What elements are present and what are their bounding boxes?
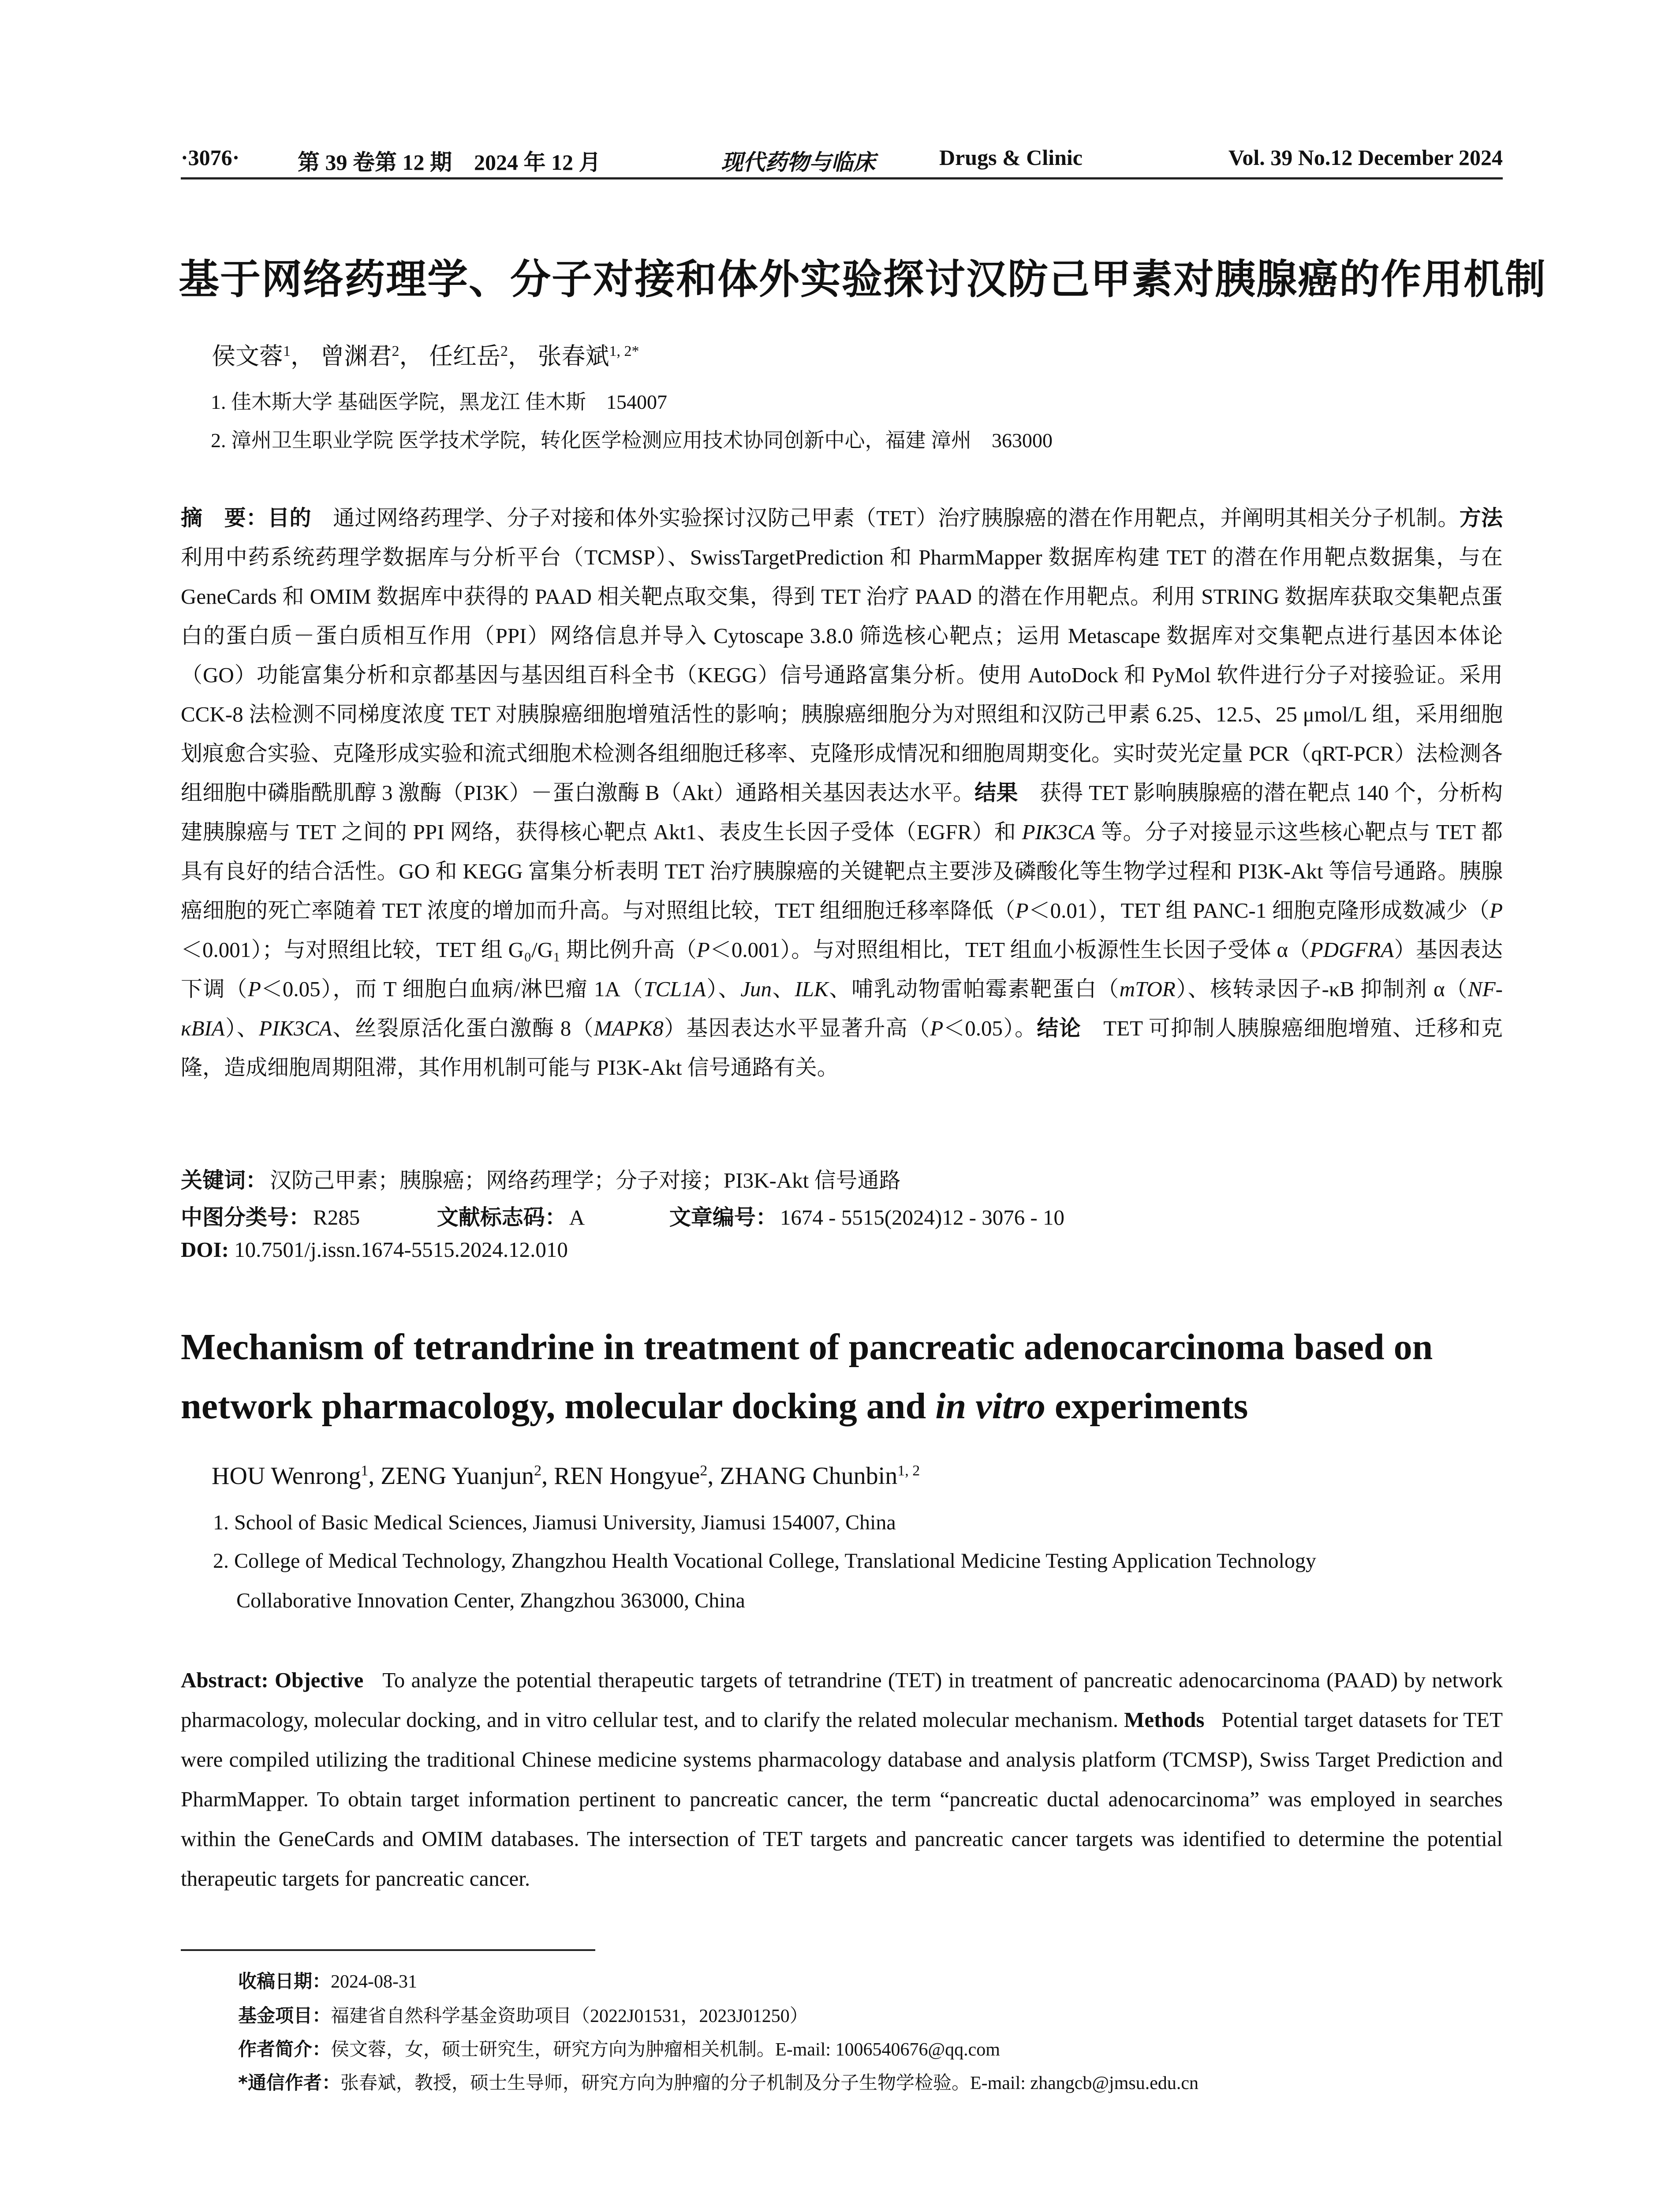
results-text: ）、核转录因子-κB 抑制剂 α（ [1175,977,1468,1001]
keywords-label: 关键词： [181,1168,268,1193]
issue-cn: 第 39 卷第 12 期 2024 年 12 月 [298,150,601,175]
gene-italic: MAPK8 [594,1016,664,1040]
title-en-italic: in vitro [935,1386,1045,1427]
footnote-label: 作者简介： [238,2038,331,2060]
affiliation-cn-2: 2. 漳州卫生职业学院 医学技术学院，转化医学检测应用技术协同创新中心，福建 漳州 363000 [211,429,1053,452]
doi-line [181,1237,568,1262]
gene-italic: PDGFRA [1310,938,1394,962]
gene-italic: PIK3CA [1022,820,1095,844]
title-en-part: network pharmacology, molecular docking and [181,1386,936,1427]
keywords-text: 汉防己甲素；胰腺癌；网络药理学；分子对接；PI3K-Akt 信号通路 [270,1168,901,1192]
affiliation-cn-1: 1. 佳木斯大学 基础医学院，黑龙江 佳木斯 154007 [211,391,667,413]
footnote-label: 收稿日期： [238,1970,331,1992]
clc-value: R285 [313,1205,360,1230]
footnote-text: 福建省自然科学基金资助项目（2022J01531，2023J01250） [331,2006,808,2026]
footnote-corresponding [238,2068,1198,2095]
authors-cn: 侯文蓉$^1$， 曾渊君$^2$， 任红岳$^2$， 张春斌$^{1, 2*}$ [212,343,639,370]
author-sup: 2 [392,343,399,359]
author-name: ZHANG Chunbin [720,1462,898,1490]
author-name: 任红岳 [429,343,500,370]
article-number-value: 1674 - 5515(2024)12 - 3076 - 10 [780,1205,1065,1230]
gene-italic: NF-κBIA [181,977,1503,1040]
doi-value: 10.7501/j.issn.1674-5515.2024.12.010 [234,1237,568,1262]
abstract-en-methods-label: Methods [1124,1708,1205,1732]
results-label: 结果 [974,780,1018,805]
results-text: ）、 [224,1016,259,1040]
running-header [181,142,1503,179]
footnote-label: *通信作者： [238,2072,340,2093]
p-value-italic: P [930,1016,944,1040]
methods-text: 利用中药系统药理学数据库与分析平台（TCMSP）、SwissTargetPrediction 和 PharmMapper 数据库构建 TET 的潜在作用靶点数据集，与在 GeneCards 和 OMIM 数据库中获得的 PAAD 相关靶点取交集，得到 TET 治疗 PAAD 的潜在作用靶点。利用 STRING 数据库获取交集靶点蛋白的蛋白质－蛋白质相互作用（PPI）网络信息并导入 Cytoscape 3.8.0 筛选核心靶点；运用 Metascape 数据库对交集靶点进行基因本体论（GO）功能富集分析和京都基因与基因组百科全书（KEGG）信号通路富集分析。使用 AutoDock 和 PyMol 软件进行分子对接验证。采用 CCK-8 法检测不同梯度浓度 TET 对胰腺癌细胞增殖活性的影响；胰腺癌细胞分为对照组和汉防己甲素 6.25、12.5、25 μmol/L 组，采用细胞划痕愈合实验、克隆形成实验和流式细胞术检测各组细胞迁移率、克隆形成情况和细胞周期变化。实时荧光定量 PCR（qRT-PCR）法检测各组细胞中磷脂酰肌醇 3 激酶（PI3K）－蛋白激酶 B（Akt）通路相关基因表达水平。 [181,545,1503,805]
doi-label: DOI: [181,1237,229,1262]
gene-italic: TCL1A [643,977,706,1001]
clc-label: 中图分类号： [181,1205,311,1230]
gene-italic: Jun [740,977,772,1001]
author-name: 侯文蓉 [212,343,283,370]
journal-name-cn: 现代药物与临床 [721,149,875,175]
authors-en: HOU Wenrong$^1$, ZENG Yuanjun$^2$, REN Hongyue$^2$, ZHANG Chunbin$^{1, 2}$ [212,1462,920,1490]
title-en-part: experiments [1045,1386,1248,1427]
footnote-author-bio [238,2035,1000,2061]
author-sup: 2 [534,1462,542,1479]
author-sup: 2 [700,1462,708,1479]
abstract-label: 摘 要： [181,505,268,531]
gene-italic: mTOR [1119,977,1176,1001]
footnote-divider [181,1949,595,1951]
abstract-cn [181,498,1503,1087]
abstract-en-objective: To analyze the potential therapeutic targets of tetrandrine (TET) in treatment of pancreatic adenocarcinoma (PAAD) by network pharmacology, molecular docking, and in vitro cellular test, and to clarify the related molecular mechanism. [181,1668,1503,1732]
methods-label: 方法 [1459,505,1503,531]
doc-code-label: 文献标志码： [437,1205,567,1230]
classification-line [181,1200,1064,1231]
results-text: 等。分子对接显示这些核心靶点与 TET 都具有良好的结合活性。GO 和 KEGG 富集分析表明 TET 治疗胰腺癌的关键靶点主要涉及磷酸化等生物学过程和 PI3K-Akt 等信号通路。胰腺癌细胞的死亡率随着 TET 浓度的增加而升高。与对照组比较，TET 组细胞迁移率降低（ [181,820,1503,923]
abstract-en [181,1660,1503,1899]
abstract-en-methods: Potential target datasets for TET were compiled utilizing the traditional Chinese medicine systems pharmacology database and analysis platform (TCMSP), Swiss Target Prediction and PharmMapper. To obtain target information pertinent to pancreatic cancer, the term “pancreatic ductal adenocarcinoma” was employed in searches within the GeneCards and OMIM databases. The intersection of TET targets and pancreatic cancer targets was identified to determine the potential therapeutic targets for pancreatic cancer. [181,1708,1503,1891]
author-name: HOU Wenrong [212,1462,361,1490]
p-value-italic: P [1490,898,1503,923]
author-name: REN Hongyue [554,1462,700,1490]
author-sup: 1, 2 [897,1462,920,1479]
results-text: 获得 TET 影响胰腺癌的潜在靶点 140 个，分析构建胰腺癌与 TET 之间的 PPI 网络，获得核心靶点 Akt1、表皮生长因子受体（EGFR）和 [181,781,1503,844]
issue-en: Vol. 39 No.12 December 2024 [1228,145,1503,170]
results-text: ＜0.01），TET 组 PANC-1 细胞克隆形成数减少（ [1028,898,1490,923]
journal-name-en: Drugs & Clinic [939,145,1083,170]
p-value-italic: P [696,938,710,962]
abstract-en-label: Abstract: Objective [181,1668,364,1692]
results-text: 、 [772,977,795,1001]
footnote-funding [238,2001,808,2028]
affiliation-en-1: 1. School of Basic Medical Sciences, Jiamusi University, Jiamusi 154007, China [213,1511,896,1534]
p-value-italic: P [247,977,261,1001]
title-cn: 基于网络药理学、分子对接和体外实验探讨汉防己甲素对胰腺癌的作用机制 [179,256,1547,303]
page-number: ·3076· [181,145,240,170]
title-en-line-1: Mechanism of tetrandrine in treatment of pancreatic adenocarcinoma based on [181,1327,1433,1368]
objective-text: 通过网络药理学、分子对接和体外实验探讨汉防己甲素（TET）治疗胰腺癌的潜在作用靶点，并阐明其相关分子机制。 [333,506,1460,530]
author-name: 曾渊君 [320,343,392,370]
results-text: ＜0.05），而 T 细胞白血病/淋巴瘤 1A（ [261,977,644,1001]
title-en-line-2 [181,1377,1504,1436]
results-text: 、哺乳动物雷帕霉素靶蛋白（ [828,977,1120,1001]
results-text: ）基因表达下调（ [181,938,1503,1001]
footnote-text: 2024-08-31 [331,1972,417,1992]
affiliation-en-2-cont: Collaborative Innovation Center, Zhangzhou 363000, China [236,1589,745,1612]
results-text: ）、 [706,977,741,1001]
author-sup: 1, 2* [609,343,639,359]
conclusion-label: 结论 [1037,1016,1081,1041]
results-text: ）基因表达水平显著升高（ [663,1016,930,1040]
results-text: ＜0.001）；与对照组比较，TET 组 G₀/G₁ 期比例升高（ [181,938,697,962]
author-name: 张春斌 [538,343,609,370]
footnote-text: 张春斌，教授，硕士生导师，研究方向为肿瘤的分子机制及分子生物学检验。E-mail: zhangcb@jmsu.edu.cn [340,2073,1198,2093]
results-text: ＜0.05）。 [943,1016,1037,1040]
author-sup: 2 [500,343,508,359]
keywords-cn [181,1163,901,1194]
article-number-label: 文章编号： [669,1205,777,1230]
p-value-italic: P [1015,898,1029,923]
doc-code-value: A [569,1205,584,1230]
results-text: ＜0.001）。与对照组相比，TET 组血小板源性生长因子受体 α（ [709,938,1310,962]
author-sup: 1 [283,343,291,359]
footnote-received [238,1967,417,1993]
footnote-text: 侯文蓉，女，硕士研究生，研究方向为肿瘤相关机制。E-mail: 1006540676@qq.com [331,2040,1000,2060]
objective-label: 目的 [268,505,311,531]
conclusion-text: TET 可抑制人胰腺癌细胞增殖、迁移和克隆，造成细胞周期阻滞，其作用机制可能与 PI3K-Akt 信号通路有关。 [181,1016,1503,1080]
title-en [181,1318,1504,1436]
gene-italic: ILK [795,977,829,1001]
author-name: ZENG Yuanjun [381,1462,534,1490]
results-text: 、丝裂原活化蛋白激酶 8（ [332,1016,594,1040]
footnote-label: 基金项目： [238,2005,331,2026]
gene-italic: PIK3CA [259,1016,332,1040]
author-sup: 1 [361,1462,369,1479]
affiliation-en-2: 2. College of Medical Technology, Zhangzhou Health Vocational College, Translational Medicine Testing Application Technology [213,1549,1316,1573]
